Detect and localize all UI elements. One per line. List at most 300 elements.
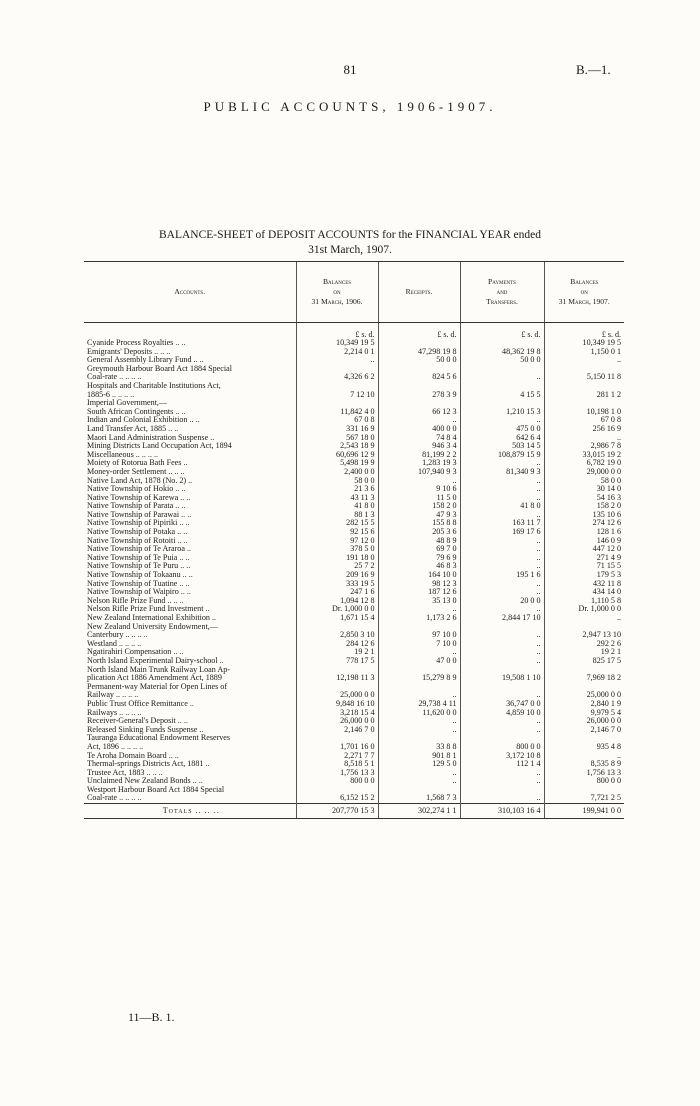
table-row	[84, 597, 624, 606]
table-row	[84, 511, 624, 520]
account-name: South African Contingents .. ..	[87, 407, 186, 416]
payments: ..	[460, 580, 544, 589]
payments	[460, 382, 544, 391]
closing-balance: ..	[544, 752, 624, 761]
account-name: Hospitals and Charitable Institutions Act,	[87, 381, 221, 390]
closing-balance: ..	[544, 614, 624, 623]
table-row	[84, 709, 624, 718]
opening-balance	[296, 786, 378, 795]
account-name: Miscellaneous .. .. .. ..	[87, 450, 159, 459]
closing-balance: 158 2 0	[544, 502, 624, 511]
closing-balance: 71 15 5	[544, 562, 624, 571]
totals-opening: 207,770 15 3	[296, 804, 378, 819]
account-name: Cyanide Process Royalties .. ..	[87, 339, 186, 347]
totals-row	[84, 804, 624, 819]
closing-balance: 10,198 1 0	[544, 408, 624, 417]
table-row	[84, 408, 624, 417]
closing-balance: 128 1 6	[544, 528, 624, 537]
payments: ..	[460, 588, 544, 597]
closing-balance: 7,721 2 5	[544, 794, 624, 803]
receipts: 79 6 9	[378, 554, 460, 563]
table-row	[84, 614, 624, 623]
receipts	[378, 666, 460, 675]
receipts	[378, 786, 460, 795]
document-title: PUBLIC ACCOUNTS, 1906-1907.	[203, 99, 497, 114]
table-row	[84, 777, 624, 786]
receipts: 278 3 9	[378, 391, 460, 400]
payments: ..	[460, 494, 544, 503]
receipts: ..	[378, 769, 460, 778]
totals-receipts: 302,274 1 1	[378, 804, 460, 819]
opening-balance: 1,094 12 8	[296, 597, 378, 606]
table-row	[84, 442, 624, 451]
closing-balance: ..	[544, 434, 624, 443]
payments: 48,362 19 8	[460, 348, 544, 357]
receipts: 1,173 2 6	[378, 614, 460, 623]
receipts	[378, 683, 460, 692]
payments: ..	[460, 545, 544, 554]
account-name: Receiver-General's Deposit .. ..	[87, 717, 188, 726]
table-row	[84, 451, 624, 460]
account-name: Nelson Rifle Prize Fund Investment ..	[87, 605, 210, 614]
closing-balance: 2,840 1 9	[544, 700, 624, 709]
closing-balance: Dr. 1,000 0 0	[544, 605, 624, 614]
account-name: Act, 1896 .. .. .. ..	[87, 742, 144, 751]
opening-balance: 6,152 15 2	[296, 794, 378, 803]
closing-balance: 25,000 0 0	[544, 691, 624, 700]
receipts	[378, 365, 460, 374]
header-accounts: Accounts.	[84, 262, 296, 323]
payments: 108,879 15 9	[460, 451, 544, 460]
table-row	[84, 726, 624, 735]
opening-balance: 191 18 0	[296, 554, 378, 563]
opening-balance: 25,000 0 0	[296, 691, 378, 700]
table-row	[84, 623, 624, 632]
units-label: £ s. d.	[460, 323, 544, 340]
table-row	[84, 588, 624, 597]
account-name: Native Township of Hokio .. ..	[87, 485, 186, 494]
account-name: Indian and Colonial Exhibition .. ..	[87, 416, 200, 425]
opening-balance: 282 15 5	[296, 519, 378, 528]
receipts: 1,283 19 3	[378, 459, 460, 468]
opening-balance: 209 16 9	[296, 571, 378, 580]
opening-balance	[296, 365, 378, 374]
payments: ..	[460, 657, 544, 666]
units-label: £ s. d.	[544, 323, 624, 340]
payments: ..	[460, 691, 544, 700]
closing-balance: 2,986 7 8	[544, 442, 624, 451]
table-row	[84, 666, 624, 675]
closing-balance	[544, 786, 624, 795]
account-name: Thermal-springs Districts Act, 1881 ..	[87, 760, 210, 769]
account-name: Native Township of Te Puru .. ..	[87, 562, 191, 571]
table-row	[84, 425, 624, 434]
opening-balance: 284 12 6	[296, 640, 378, 649]
table-row	[84, 485, 624, 494]
payments: ..	[460, 717, 544, 726]
receipts: 47 0 0	[378, 657, 460, 666]
receipts: 824 5 6	[378, 373, 460, 382]
payments: 475 0 0	[460, 425, 544, 434]
closing-balance: 6,782 19 0	[544, 459, 624, 468]
payments: 4 15 5	[460, 391, 544, 400]
closing-balance: 274 12 6	[544, 519, 624, 528]
opening-balance: 2,400 0 0	[296, 468, 378, 477]
table-row	[84, 477, 624, 486]
balance-sheet-title-line1: BALANCE-SHEET of DEPOSIT ACCOUNTS for the FINANCIAL YEAR ended	[158, 229, 542, 241]
payments: 36,747 0 0	[460, 700, 544, 709]
table-row	[84, 794, 624, 803]
account-name: Native Township of Potaka .. ..	[87, 528, 188, 537]
table-row	[84, 562, 624, 571]
payments: 800 0 0	[460, 743, 544, 752]
payments: 163 11 7	[460, 519, 544, 528]
table-row	[84, 640, 624, 649]
closing-balance: 281 1 2	[544, 391, 624, 400]
table-row	[84, 373, 624, 382]
payments: 195 1 6	[460, 571, 544, 580]
receipts: 205 3 6	[378, 528, 460, 537]
table-row	[84, 648, 624, 657]
opening-balance: 4,326 6 2	[296, 373, 378, 382]
receipts: ..	[378, 777, 460, 786]
table-row	[84, 391, 624, 400]
table-row	[84, 494, 624, 503]
account-name: Native Township of Parawai .. ..	[87, 510, 192, 519]
account-name: Ngatirahiri Compensation .. ..	[87, 648, 184, 657]
closing-balance: 256 16 9	[544, 425, 624, 434]
header-payments: Payments and Transfers.	[460, 262, 544, 323]
account-name: Moiety of Rotorua Bath Fees ..	[87, 459, 188, 468]
opening-balance: 800 0 0	[296, 777, 378, 786]
header-opening-balances: Balances on 31 March, 1906.	[296, 262, 378, 323]
opening-balance: 567 18 0	[296, 434, 378, 443]
account-name: Money-order Settlement .. .. ..	[87, 467, 185, 476]
closing-balance: 179 5 3	[544, 571, 624, 580]
payments: ..	[460, 605, 544, 614]
payments: ..	[460, 459, 544, 468]
closing-balance: 271 4 9	[544, 554, 624, 563]
account-name: Westport Harbour Board Act 1884 Special	[87, 785, 225, 794]
receipts: 946 3 4	[378, 442, 460, 451]
closing-balance	[544, 623, 624, 632]
account-name: Emigrants' Deposits .. .. ..	[87, 347, 171, 356]
receipts: ..	[378, 648, 460, 657]
account-name: Public Trust Office Remittance ..	[87, 699, 194, 708]
account-name: Mining Districts Land Occupation Act, 1894	[87, 442, 232, 451]
table-row	[84, 502, 624, 511]
account-name: Native Township of Karewa .. ..	[87, 493, 191, 502]
receipts: ..	[378, 717, 460, 726]
opening-balance	[296, 382, 378, 391]
account-name: North Island Experimental Dairy-school ..	[87, 656, 224, 665]
payments: ..	[460, 554, 544, 563]
receipts: 7 10 0	[378, 640, 460, 649]
opening-balance: 67 0 8	[296, 416, 378, 425]
payments: ..	[460, 631, 544, 640]
units-label: £ s. d.	[378, 323, 460, 340]
table-row	[84, 674, 624, 683]
footer-reference: 11—B. 1.	[128, 1010, 175, 1024]
payments: 41 8 0	[460, 502, 544, 511]
closing-balance: 9,979 5 4	[544, 709, 624, 718]
account-name: Greymouth Harbour Board Act 1884 Special	[87, 364, 232, 373]
payments: 4,859 10 0	[460, 709, 544, 718]
table-row	[84, 339, 624, 348]
totals-closing: 199,941 0 0	[544, 804, 624, 819]
opening-balance: 21 3 6	[296, 485, 378, 494]
receipts: 74 8 4	[378, 434, 460, 443]
closing-balance: 8,535 8 9	[544, 760, 624, 769]
opening-balance: 5,498 19 9	[296, 459, 378, 468]
payments	[460, 683, 544, 692]
table-header-row	[84, 262, 624, 323]
opening-balance: 2,543 18 9	[296, 442, 378, 451]
table-row	[84, 752, 624, 761]
payments: 2,844 17 10	[460, 614, 544, 623]
account-name: Coal-rate .. .. .. ..	[87, 794, 142, 803]
closing-balance: 7,969 18 2	[544, 674, 624, 683]
receipts: ..	[378, 416, 460, 425]
account-name: Native Township of Parata .. ..	[87, 502, 186, 511]
payments: ..	[460, 640, 544, 649]
opening-balance	[296, 683, 378, 692]
opening-balance	[296, 623, 378, 632]
account-name: Native Township of Pipiriki .. ..	[87, 519, 190, 528]
closing-balance: 26,000 0 0	[544, 717, 624, 726]
payments: ..	[460, 726, 544, 735]
account-name: Tauranga Educational Endowment Reserves	[87, 734, 231, 743]
receipts: 901 8 1	[378, 752, 460, 761]
balance-sheet-title-line2: 31st March, 1907.	[308, 244, 392, 256]
payments: ..	[460, 562, 544, 571]
account-name: Released Sinking Funds Suspense ..	[87, 725, 204, 734]
table-row	[84, 468, 624, 477]
table-row	[84, 605, 624, 614]
table-row	[84, 683, 624, 692]
opening-balance: 97 12 0	[296, 537, 378, 546]
receipts: ..	[378, 691, 460, 700]
closing-balance: 33,015 19 2	[544, 451, 624, 460]
closing-balance	[544, 365, 624, 374]
receipts: 187 12 6	[378, 588, 460, 597]
account-name: New Zealand International Exhibition ..	[87, 614, 217, 622]
table-row	[84, 554, 624, 563]
opening-balance: 331 16 9	[296, 425, 378, 434]
payments	[460, 365, 544, 374]
units-label: £ s. d.	[296, 323, 378, 340]
table-row	[84, 657, 624, 666]
closing-balance	[544, 734, 624, 743]
receipts: 400 0 0	[378, 425, 460, 434]
closing-balance: 2,947 13 10	[544, 631, 624, 640]
receipts: 97 10 0	[378, 631, 460, 640]
opening-balance: 11,842 4 0	[296, 408, 378, 417]
payments	[460, 666, 544, 675]
receipts: 66 12 3	[378, 408, 460, 417]
closing-balance: 58 0 0	[544, 477, 624, 486]
payments: 20 0 0	[460, 597, 544, 606]
table-row	[84, 691, 624, 700]
account-name: Unclaimed New Zealand Bonds .. ..	[87, 777, 203, 786]
receipts: 107,940 9 3	[378, 468, 460, 477]
opening-balance: 9,848 16 10	[296, 700, 378, 709]
payments: ..	[460, 794, 544, 803]
payments: 169 17 6	[460, 528, 544, 537]
account-name: Native Township of Te Araroa ..	[87, 545, 191, 554]
closing-balance: 1,110 5 8	[544, 597, 624, 606]
account-name: 1885-6 .. .. .. ..	[87, 390, 135, 399]
opening-balance: 1,756 13 3	[296, 769, 378, 778]
header-closing-balances: Balances on 31 March, 1907.	[544, 262, 624, 323]
receipts: 50 0 0	[378, 356, 460, 365]
closing-balance: 67 0 8	[544, 416, 624, 425]
table-row	[84, 545, 624, 554]
opening-balance: 25 7 2	[296, 562, 378, 571]
closing-balance	[544, 382, 624, 391]
opening-balance: 92 15 6	[296, 528, 378, 537]
opening-balance: 378 5 0	[296, 545, 378, 554]
opening-balance: 41 8 0	[296, 502, 378, 511]
receipts: ..	[378, 477, 460, 486]
account-name: Native Township of Rotoiti .. ..	[87, 536, 188, 545]
opening-balance: 7 12 10	[296, 391, 378, 400]
account-name: plication Act 1886 Amendment Act, 1889	[87, 674, 222, 683]
payments: 19,508 1 10	[460, 674, 544, 683]
payments: 81,340 9 3	[460, 468, 544, 477]
payments: 3,172 10 8	[460, 752, 544, 761]
closing-balance	[544, 399, 624, 408]
closing-balance: 135 10 6	[544, 511, 624, 520]
receipts: ..	[378, 605, 460, 614]
series-code: B.—1.	[576, 62, 611, 77]
opening-balance: ..	[296, 356, 378, 365]
table-row	[84, 382, 624, 391]
payments: ..	[460, 416, 544, 425]
closing-balance: 434 14 0	[544, 588, 624, 597]
receipts: 164 10 0	[378, 571, 460, 580]
deposit-accounts-table	[84, 261, 624, 819]
receipts: 129 5 0	[378, 760, 460, 769]
account-name: General Assembly Library Fund .. ..	[87, 356, 204, 365]
opening-balance: 26,000 0 0	[296, 717, 378, 726]
table-row	[84, 348, 624, 357]
account-name: Permanent-way Material for Open Lines of	[87, 682, 228, 691]
table-row	[84, 519, 624, 528]
payments: 1,210 15 3	[460, 408, 544, 417]
receipts	[378, 382, 460, 391]
payments: 112 1 4	[460, 760, 544, 769]
payments: 50 0 0	[460, 356, 544, 365]
receipts: 9 10 6	[378, 485, 460, 494]
opening-balance: 2,214 0 1	[296, 348, 378, 357]
page-number: 81	[343, 62, 357, 77]
account-name: Imperial Government,—	[87, 399, 168, 408]
closing-balance: 30 14 0	[544, 485, 624, 494]
opening-balance: 8,518 5 1	[296, 760, 378, 769]
closing-balance: 800 0 0	[544, 777, 624, 786]
payments: 503 14 5	[460, 442, 544, 451]
payments: ..	[460, 373, 544, 382]
payments: ..	[460, 769, 544, 778]
table-row	[84, 459, 624, 468]
closing-balance: 10,349 19 5	[544, 339, 624, 348]
receipts	[378, 734, 460, 743]
receipts: 48 8 9	[378, 537, 460, 546]
account-name: Te Aroha Domain Board .. ..	[87, 751, 179, 760]
receipts: 35 13 0	[378, 597, 460, 606]
account-name: Railways .. .. .. ..	[87, 708, 142, 717]
table-row	[84, 580, 624, 589]
table-row	[84, 571, 624, 580]
receipts: 158 2 0	[378, 502, 460, 511]
closing-balance: 1,150 0 1	[544, 348, 624, 357]
payments: ..	[460, 485, 544, 494]
receipts: 1,568 7 3	[378, 794, 460, 803]
table-row	[84, 769, 624, 778]
receipts: 47,298 19 8	[378, 348, 460, 357]
payments	[460, 734, 544, 743]
header-receipts: Receipts.	[378, 262, 460, 323]
balance-sheet-title	[90, 228, 610, 258]
table-row	[84, 743, 624, 752]
account-name: Land Transfer Act, 1885 .. ..	[87, 424, 179, 433]
opening-balance: 19 2 1	[296, 648, 378, 657]
receipts: 47 9 3	[378, 511, 460, 520]
account-name: Native Township of Te Puia .. ..	[87, 553, 190, 562]
payments: ..	[460, 537, 544, 546]
opening-balance: 10,349 19 5	[296, 339, 378, 348]
receipts: 81,199 2 2	[378, 451, 460, 460]
closing-balance: 19 2 1	[544, 648, 624, 657]
closing-balance: 29,000 0 0	[544, 468, 624, 477]
closing-balance: 432 11 8	[544, 580, 624, 589]
table-row	[84, 528, 624, 537]
receipts: ..	[378, 726, 460, 735]
table-row	[84, 434, 624, 443]
closing-balance: 146 0 9	[544, 537, 624, 546]
closing-balance: 5,150 11 8	[544, 373, 624, 382]
opening-balance: 60,696 12 9	[296, 451, 378, 460]
table-row	[84, 356, 624, 365]
payments	[460, 339, 544, 348]
payments: 642 6 4	[460, 434, 544, 443]
receipts: 11 5 0	[378, 494, 460, 503]
opening-balance: 58 0 0	[296, 477, 378, 486]
payments	[460, 399, 544, 408]
opening-balance: 2,850 3 10	[296, 631, 378, 640]
table-row	[84, 365, 624, 374]
units-row	[84, 323, 624, 340]
receipts	[378, 399, 460, 408]
opening-balance: 2,146 7 0	[296, 726, 378, 735]
receipts	[378, 623, 460, 632]
account-name: Native Land Act, 1878 (No. 2) ..	[87, 476, 193, 485]
payments	[460, 786, 544, 795]
account-name: Native Township of Waipiro .. ..	[87, 588, 191, 597]
account-name: New Zealand University Endowment,—	[87, 622, 218, 631]
opening-balance	[296, 734, 378, 743]
account-name: Railway .. .. .. ..	[87, 691, 139, 700]
payments: ..	[460, 477, 544, 486]
table-row	[84, 416, 624, 425]
closing-balance	[544, 666, 624, 675]
opening-balance: 3,218 15 4	[296, 709, 378, 718]
closing-balance: 292 2 6	[544, 640, 624, 649]
opening-balance: 1,671 15 4	[296, 614, 378, 623]
receipts: 69 7 0	[378, 545, 460, 554]
table-row	[84, 399, 624, 408]
